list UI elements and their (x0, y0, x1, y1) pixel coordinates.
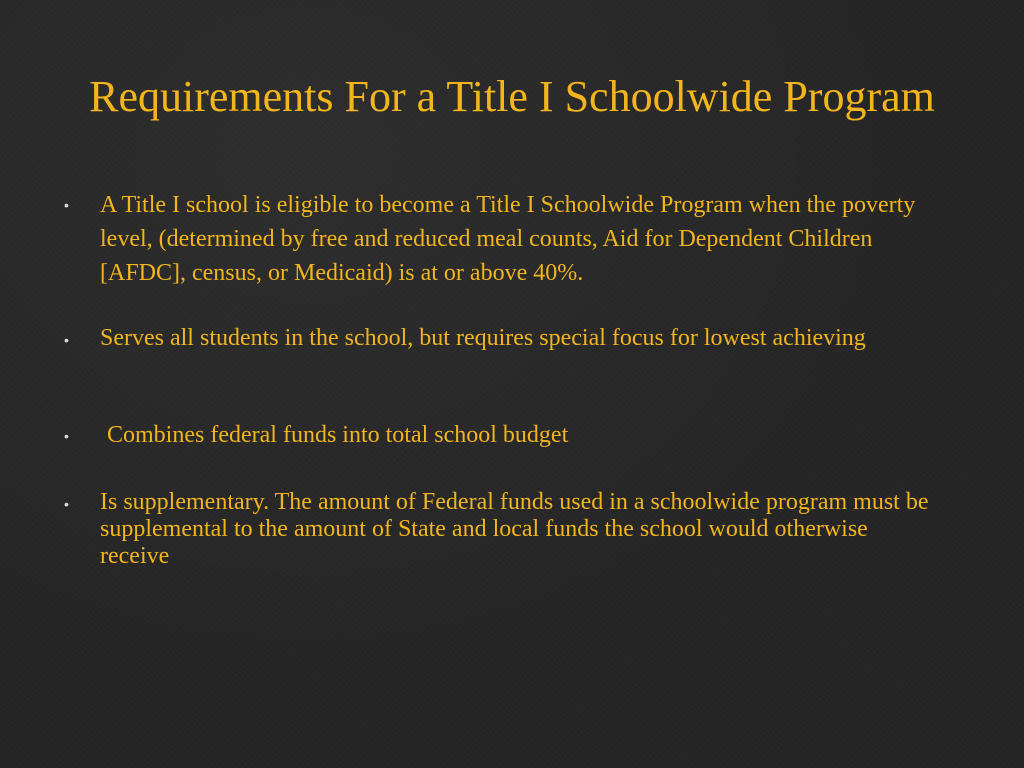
bullet-icon: • (64, 428, 69, 444)
bullet-icon: • (64, 332, 69, 348)
bullet-text: Combines federal funds into total school budget (107, 422, 569, 448)
bullet-text: Serves all students in the school, but requires special focus for lowest achieving (100, 325, 866, 351)
bullet-text: Is supplementary. The amount of Federal funds used in a schoolwide program must be supplemental to the amount of State and local funds the school would otherwise receive (100, 489, 929, 569)
bullet-icon: • (64, 197, 69, 213)
bullet-text: A Title I school is eligible to become a Title I Schoolwide Program when the poverty level, (determined by free and reduced meal counts, Aid for Dependent Children [AFDC], census, or Medicaid) is at or above 40%. (100, 192, 916, 286)
bullet-icon: • (64, 496, 69, 512)
slide-title: Requirements For a Title I Schoolwide Program (89, 72, 935, 121)
